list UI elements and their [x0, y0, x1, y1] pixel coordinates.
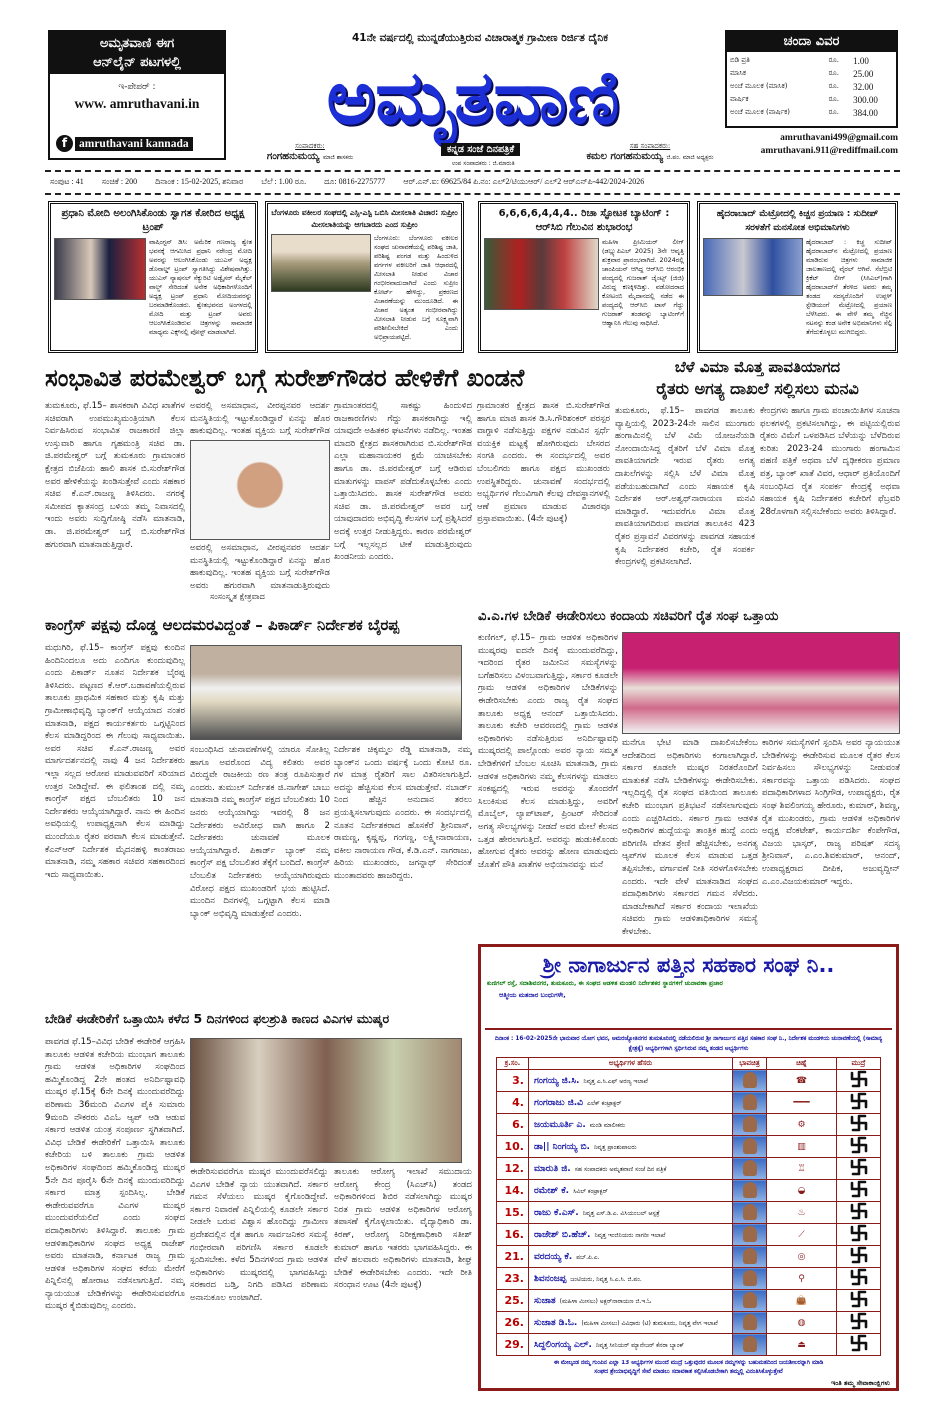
congress-headline: ಕಾಂಗ್ರೆಸ್ ಪಕ್ಷವು ದೊಡ್ಡ ಆಲದಮರವಿದ್ದಂತೆ – ಪಿಕಾರ್ಡ್ ನಿರ್ದೇಶಕ ಬೈರಪ್ಪ [45, 616, 400, 634]
subscription-amount: 25.00 [853, 68, 874, 79]
candidate-name: ಗಂಗಯ್ಯ ಜಿ.ಸಿ. [534, 1075, 580, 1086]
crop-body-col1: ತುಮಕೂರು, ಫೆ.15– ಪಾವಗಡ ತಾಲೂಕು ವ್ಯಾಪ್ತಿಯಲ್ಲಿ 2023-24ನೇ ಸಾಲಿನ ಮುಂಗಾರು ಹಂಗಾಮಿನಲ್ಲಿ ಬೆಳೆ ವಿಮೆ ಯೋಜನೆಯಡಿ ನೋಂದಾಯಿಸಿದ್ದ ರೈತರಿಗೆ ಬೆಳೆ ವಿಮಾ ಮೊತ್ತ ಪಾವತಿಯಾಗದೇ ಇರುವ ರೈತರು ಅಗತ್ಯ ದಾಖಲೆಗಳನ್ನು ಸಲ್ಲಿಸಿ ಬೆಳೆ ವಿಮಾ ಮೊತ್ತ ಪಡೆಯಬಹುದಾಗಿದೆ ಎಂದು ಸಹಾಯಕ ಕೃಷಿ ನಿರ್ದೇಶಕ ಆರ್.ಅಶ್ವಥ್‌ನಾರಾಯಣ ಮನವಿ ಮಾಡಿದ್ದಾರೆ. ಇದುವರೆಗೂ ವಿಮಾ ಮೊತ್ತ ಪಾವತಿಯಾಗದಿರುವ ಪಾವಗಡ ತಾಲೂಕಿನ 423 ರೈತರ ಪ್ರಸ್ತಾವನೆ ವಿವರಗಳನ್ನು ಪಾವಗಡ ಸಹಾಯಕ ಕೃಷಿ ನಿರ್ದೇಶಕರ ಕಚೇರಿ, ರೈತ ಸಂಪರ್ಕ ಕೇಂದ್ರಗಳಲ್ಲಿ ಪ್ರಕಟಿಸಲಾಗಿದೆ. [615, 406, 755, 568]
ad-greeting: ಆತ್ಮೀಯ ಮತದಾರ ಬಂಧುಗಳೇ, [499, 991, 566, 999]
candidate-name-cell [529, 1312, 733, 1334]
vote-stamp-icon [837, 1224, 881, 1246]
candidate-number: 6. [497, 1114, 529, 1136]
candidate-photo [733, 1312, 767, 1334]
brief-photo [271, 234, 371, 292]
vote-stamp-icon [837, 1334, 881, 1356]
candidate-row [497, 1246, 881, 1268]
lead-body-col2: ಅವರಲ್ಲಿ ಅಸಮಾಧಾನ, ವೀರಪ್ಪನವರ ಆದರ್ಶ ಮನಸ್ಥಿತಿಯಲ್ಲಿ ಇಟ್ಟುಕೊಂಡಿದ್ದಾರೆ ಏನನ್ನು ಹೊರ ಹಾಕುವುದಿಲ್ಲ. ಇಂತಹ ವ್ಯಕ್ತಿಯ ಬಗ್ಗೆ ಸುರೇಶ್‌ಗೌಡ [190, 401, 330, 437]
candidate-name-cell [529, 1092, 733, 1114]
masthead-logo: ಅಮೃತವಾಣಿ [326, 55, 620, 141]
candidate-name-cell [529, 1202, 733, 1224]
brief-body: ಮಹಿಳಾ ಪ್ರೀಮಿಯರ್ ಲೀಗ್ (ಡಬ್ಲ್ಯುಪಿಎಲ್ 2025) 3ನೇ ಆವೃತ್ತಿ ಶುಕ್ರವಾರ ಪ್ರಾರಂಭವಾಗಿದೆ. 2024ರಲ್ಲಿ ಚಾಂಪಿಯನ್ ಆಗಿದ್ದ ಆರ್‌ಸಿಬಿ ಆರಂಭಿಕ ಪಂದ್ಯದಲ್ಲಿ ಗುಜರಾತ್ ಜೈಂಟ್ಸ್ (ಜಿಜಿ) ವಿರುದ್ಧ ಕಣಕ್ಕಿಳಿದಿತ್ತು. ವಡೋದರಾದ ಕೋಟಂಬಿ ಮೈದಾನದಲ್ಲಿ ನಡೆದ ಈ ಪಂದ್ಯದಲ್ಲಿ ಆರ್‌ಸಿಬಿ ಟಾಸ್ ಗೆದ್ದು ಗುಜರಾತ್ ತಂಡವನ್ನು ಬ್ಯಾಟಿಂಗ್‌ಗೆ ಆಹ್ವಾನಿಸಿ ಗೆಲುವು ಸಾಧಿಸಿದೆ. [602, 238, 684, 327]
candidate-name: ಜಯಮೂರ್ತಿ ಎ. [534, 1119, 586, 1130]
cooperative-election-ad [478, 944, 899, 1391]
brief-modi-trump [48, 201, 258, 353]
congress-body-col2: ಸಂಬಂಧಿಸಿದ ಚುನಾವಣೆಗಳಲ್ಲಿ ಯಾರೂ ಸೋತಿಲ್ಲ ಹಾಗೂ ಅವರೊಂದ ವಿದ್ಯ ಕಲಿತರು ಅವರ ವಿರುದ್ಧವೇ ರಾಜಕೀಯ ರಣ ತಂತ್ರ ರೂಪಿಸುತ್ತಾರೆ ಎಂದರು. ತುಮುಲ್ ನಿರ್ದೇಶಕ ಜಿ.ನಾಗೇಶ್ ಬಾಬು ಮಾತನಾಡಿ ನಮ್ಮ ಕಾಂಗ್ರೆಸ್ ಪಕ್ಷದ ಬೆಂಬಲಿತರು 10 ಜನರು ಆಯ್ಕೆಯಾಗಿದ್ದು ಇವರಲ್ಲಿ 8 ಜನ ನಿರ್ದೇಶಕರು ಅವಿರೋಧ ವಾಗಿ ಹಾಗೂ 2 ನಿರ್ದೇಶಕರು ಚುನಾವಣೆ ಮೂಲಕ ಆಯ್ಕೆಯಾಗಿದ್ದಾರೆ. ಪಿಕಾರ್ಡ್ ಬ್ಯಾಂಕ್ ನಮ್ಮ ಕಾಂಗ್ರೆಸ್ ಪಕ್ಷ ಬೆಂಬಲಿತರ ತೆಕ್ಕೆಗೆ ಬಂದಿದೆ. ಕಾಂಗ್ರೆಸ್ ಬೆಂಬಲಿತ ನಿರ್ದೇಶಕರು ಆಯ್ಕೆಯಾಗಿರುವುದು ವಿರೋಧ ಪಕ್ಷದ ಮುಖಂಡರಿಗೆ ಭಯ ಹುಟ್ಟಿಸಿದೆ. ಮುಂದಿನ ದಿನಗಳಲ್ಲಿ ಒಗ್ಗಟ್ಟಾಗಿ ಕೆಲಸ ಮಾಡಿ ಬ್ಯಾಂಕ್ ಅಭಿವೃದ್ಧಿ ಮಾಡುತ್ತೇವೆ ಎಂದರು. [190, 745, 330, 919]
strike-body-col2: ಈಡೇರಿಸುವವರೆಗೂ ಮುಷ್ಕರ ಮುಂದುವರೆಸಲಿದ್ದು ವಿಎಗಳ ಬೇಡಿಕೆ ನ್ಯಾಯ ಯುತವಾಗಿದೆ. ಸರ್ಕಾರ ಗಮನ ಸೆಳೆಯಲು ಮುಷ್ಕರ ಕೈಗೊಂಡಿದ್ದೇವೆ. ಸರ್ಕಾರ ನಿವಾರಣೆ ಪಿನ್ನಿಲಿಯಲ್ಲಿ ಕೂಡಲೇ ಸರ್ಕಾರ ನೀಡಲೇ ಬರುವ ವಿಶ್ವಾಸ ಹೊಂದಿದ್ದು ಗ್ರಾಮೀಣ ಪ್ರದೇಶದಲ್ಲಿನ ರೈತ ಹಾಗೂ ಸಾರ್ವಜನಿಕರ ಸಮಸ್ಯೆ ಗಂಭೀರವಾಗಿ ಪರಿಗಣಿಸಿ ಸರ್ಕಾರ ಕೂಡಲೇ ಸ್ಪಂದಿಸಬೇಕು. ಕಳೆದ 5ದಿನಗಳಿಂದ ಗ್ರಾಮ ಆಡಳಿತ ಅಧಿಕಾರಿಗಳು ಮುಷ್ಕರದಲ್ಲಿ ಭಾಗವಹಿಸಿದ್ದು ಸರಕಾರದ ಬಡ್ತಿ, ನಿಗದಿ ಪಡಿಸಿದ ಪರಿಣಾಮ ಅನಾನುಕೂಲ ಉಂಟಾಗಿದೆ. [190, 1167, 328, 1303]
crop-headline [615, 356, 900, 400]
lead-body-col3: ಗ್ರಾಮಾಂತರದಲ್ಲಿ ಸಾಕಷ್ಟು ಹಿಂದುಳಿದ ರಾಜಕಾರಣಿಗಳು ಗೆದ್ದು ಶಾಸಕರಾಗಿದ್ದು ಇಲ್ಲಿ ಯಾವುದೇ ಅಹಿತಕರ ಘಟನೆಗಳು ನಡೆದಿಲ್ಲ. ಇಂತಹ ಮಾದರಿ ಕ್ಷೇತ್ರದ ಶಾಸಕರಾಗಿರುವ ಬಿ.ಸುರೇಶ್‌ಗೌಡ ಎಲ್ಲಾ ಮಹಾನಾಯಕರ ಕ್ಷಮೆ ಯಾಚಿಸಬೇಕು ಹಾಗೂ ಡಾ. ಜಿ.ಪರಮೇಶ್ವರ್ ಬಗ್ಗೆ ಆಡಿರುವ ಮಾತುಗಳನ್ನು ವಾಪಸ್ ಪಡೆದುಕೊಳ್ಳಬೇಕು ಎಂದು ಒತ್ತಾಯಿಸಿದರು. ಶಾಸಕ ಸುರೇಶ್‌ಗೌಡ ಅವರು ಸಚಿವ ಡಾ. ಜಿ.ಪರಮೇಶ್ವರ್ ಅವರ ಬಗ್ಗೆ ಯಾವುದಾದರು ಅಭಿವೃದ್ಧಿ ಕೆಲಸಗಳ ಬಗ್ಗೆ ಪ್ರಶ್ನಿಸಿದರೆ ಅದಕ್ಕೆ ಉತ್ತರ ನೀಡುತ್ತಿದ್ದರು. ಕಾರಣ ಪರಮೇಶ್ವರ್ ಬಗ್ಗೆ ಇಲ್ಲಸಲ್ಲದ ಟೀಕೆ ಮಾಡುತ್ತಿರುವುದು ಖಂಡನೀಯ ಎಂದರು. [334, 401, 472, 563]
candidate-row [497, 1334, 881, 1356]
candidate-row [497, 1158, 881, 1180]
candidate-row [497, 1070, 881, 1092]
candidate-name: ರಮೇಶ್ ಕೆ. [534, 1185, 570, 1196]
crop-body-col2: ಕೇಂದ್ರಗಳು ಹಾಗೂ ಗ್ರಾಮ ಪಂಚಾಯಿತಿಗಳ ಸೂಚನಾ ಫಲಕಗಳಲ್ಲಿ ಪ್ರಕಟಿಸಲಾಗಿದ್ದು, ಈ ಪಟ್ಟಿಯಲ್ಲಿರುವ ರೈತರು ವಿಮೆಗೆ ಒಳಪಡಿಸಿದ ಬೆಳೆಯನ್ನು ಬೆಳೆದಿರುವ ಕುರಿತು 2023-24 ಮುಂಗಾರು ಹಂಗಾಮಿನ ಪಹಣಿ ಪತ್ರಿಕೆ ಅಥವಾ ಬೆಳೆ ದೃಢೀಕರಣ ಪ್ರಮಾಣ ಪತ್ರ, ಬ್ಯಾಂಕ್ ಖಾತೆ ವಿವರ, ಆಧಾರ್ ಪ್ರತಿಯೊಂದಿಗೆ ಸಂಬಂಧಿಸಿದ ರೈತ ಸಂಪರ್ಕ ಕೇಂದ್ರಕ್ಕೆ ಅಥವಾ ಸಹಾಯಕ ಕೃಷಿ ನಿರ್ದೇಶಕರ ಕಚೇರಿಗೆ ಫೆಬ್ರವರಿ 28ರೊಳಗಾಗಿ ಸಲ್ಲಿಸಬೇಕೆಂದು ಅವರು ತಿಳಿಸಿದ್ದಾರೆ. [760, 406, 900, 517]
candidate-table [496, 1057, 881, 1356]
cricket-bat-icon: ⟋ [767, 1224, 837, 1246]
issue-info-bar [50, 177, 900, 187]
online-heading-1: ಅಮೃತವಾಣಿ ಈಗ [99, 36, 175, 51]
va-photo [622, 632, 900, 734]
vote-stamp-icon [837, 1290, 881, 1312]
va-headline: ವಿ.ಎ.ಗಳ ಬೇಡಿಕೆ ಈಡೇರಿಸಲು ಕಂದಾಯ ಸಚಿವರಿಗೆ ರೈತ ಸಂಘ ಒತ್ತಾಯ [478, 609, 779, 624]
va-body-col2: ಮನೆಗೂ ಭೇಟಿ ಮಾಡಿ ದಾಖಲಿಸಬೇಕೆಂಬ ಆದೇಶದಿಂದ ಅಧಿಕಾರಿಗಳು ಕಂಗಾಲಾಗಿದ್ದಾರೆ. ಸರ್ಕಾರ ಕೂಡಲೇ ಮುಷ್ಕರ ನಿರತರೊಂದಿಗೆ ಮಾತುಕತೆ ನಡೆಸಿ ಬೇಡಿಕೆಗಳನ್ನು ಈಡೇರಿಸಬೇಕು. ಇಲ್ಲದಿದ್ದಲ್ಲಿ ರೈತ ಸಂಘದ ವತಿಯಿಂದ ತಾಲೂಕು ಕಚೇರಿ ಮುಂಭಾಗ ಪ್ರತಿಭಟನೆ ನಡೆಸಲಾಗುವುದು ಎಂದು ಎಚ್ಚರಿಸಿದರು. ಸರ್ಕಾರ ಗ್ರಾಮ ಆಡಳಿತ ಅಧಿಕಾರಿಗಳ ಹುದ್ದೆಯನ್ನು ತಾಂತ್ರಿಕ ಹುದ್ದೆ ಎಂದು ಪರಿಗಣಿಸಿ ವೇತನ ಶ್ರೇಣಿ ಹೆಚ್ಚಿಸಬೇಕು, ಅನಗತ್ಯ ಆ್ಯಪ್‌ಗಳ ಮೂಲಕ ಕೆಲಸ ಮಾಡುವ ಒತ್ತಡ ತಪ್ಪಿಸಬೇಕು, ವರ್ಗಾವಣೆ ನೀತಿ ಸರಳಗೊಳಿಸಬೇಕು ಎಂದರು. ಇದೇ ವೇಳೆ ಮಾತನಾಡಿದ ಸಂಘದ ಪದಾಧಿಕಾರಿಗಳು ಸರ್ಕಾರದ ಗಮನ ಸೆಳೆದರು. ಮಾಡಬೇಕಾಗಿದೆ ಸರ್ಕಾರ ಕಂದಾಯ ಇಲಾಖೆಯ ಸಚಿವರು ಗ್ರಾಮ ಆಡಳಿತಾಧಿಕಾರಿಗಳ ಸಮಸ್ಯೆ ಕೇಳಬೇಕು. [622, 738, 758, 937]
candidate-desc: (ಮಹಿಳಾ ಮೀಸಲು) ವಿವಿಧಾರು (ಟಿ) ತುಮಕೂರು, ನಿವೃತ್ತ ವೇಗ ಇಲಾಖೆ [581, 1319, 718, 1327]
vote-stamp-icon [837, 1202, 881, 1224]
candidate-desc: ಮಂಡಿ ಮಾಲೀಕರು [589, 1121, 625, 1129]
subscription-label: ಬಿಡಿ ಪ್ರತಿ [730, 56, 750, 64]
candidate-number: 4. [497, 1092, 529, 1114]
candidate-desc: ನಿವೃತ್ತ ಇಂಜಿನಿಯರು ನಾಗರೀ ಇಲಾಖೆ [594, 1231, 666, 1239]
candidate-name-cell [529, 1268, 733, 1290]
telephone-icon: ☎ [767, 1070, 837, 1092]
vote-stamp-icon [837, 1114, 881, 1136]
co-editor-name: ಕಮಲ ಗಂಗಹನುಮಯ್ಯ [586, 151, 663, 162]
va-body-col1: ಕುಣಿಗಲ್, ಫೆ.15– ಗ್ರಾಮ ಆಡಳಿತ ಅಧಿಕಾರಿಗಳ ಮುಷ್ಕರವು ಐದನೇ ದಿನಕ್ಕೆ ಮುಂದುವರೆದಿದ್ದು, ಇದರಿಂದ ರೈತರ ಜಮೀನಿನ ಸಮಸ್ಯೆಗಳನ್ನು ಬಗೆಹರಿಸಲು ವಿಳಂಬವಾಗುತ್ತಿದ್ದು, ಸರ್ಕಾರ ಕೂಡಲೇ ಗ್ರಾಮ ಆಡಳಿತ ಅಧಿಕಾರಿಗಳ ಬೇಡಿಕೆಗಳನ್ನು ಈಡೇರಿಸಬೇಕು ಎಂದು ರಾಜ್ಯ ರೈತ ಸಂಘದ ತಾಲೂಕು ಅಧ್ಯಕ್ಷ ಆನಂದ್ ಒತ್ತಾಯಿಸಿದರು. ತಾಲೂಕು ಕಚೇರಿ ಆವರಣದಲ್ಲಿ ಗ್ರಾಮ ಆಡಳಿತ ಅಧಿಕಾರಿಗಳು ನಡೆಸುತ್ತಿರುವ ಅನಿರ್ದಿಷ್ಟಾವಧಿ ಮುಷ್ಕರದಲ್ಲಿ ಪಾಲ್ಗೊಂಡು ಅವರ ನ್ಯಾಯ ಸಮ್ಮತ ಬೇಡಿಕೆಗಳಿಗೆ ಬೆಂಬಲ ಸೂಚಿಸಿ ಮಾತನಾಡಿ, ಗ್ರಾಮ ಆಡಳಿತ ಅಧಿಕಾರಿಗಳು ನಮ್ಮ ಕೆಲಸಗಳನ್ನು ಮಾಡಲು ಸಂಕಷ್ಟದಲ್ಲಿ ಇರುವ ಅವರನ್ನು ತೊಂದರೆಗೆ ಸಿಲುಕಿಸುವ ಕೆಲಸ ಮಾಡುತ್ತಿದ್ದು, ಅವರಿಗೆ ಮೊಬೈಲ್, ಲ್ಯಾಪ್‌ಟಾಪ್, ಪ್ರಿಂಟರ್ ಸೇರಿದಂತೆ ಅಗತ್ಯ ಸೌಲಭ್ಯಗಳನ್ನು ನೀಡದೆ ಅವರ ಮೇಲೆ ಕೆಲಸದ ಒತ್ತಡ ಹೇರಲಾಗುತ್ತಿದೆ. ಅವರನ್ನು ಹುಡುಕಿಕೊಂಡು ಹೋಗುವ ರೈತರು ಆವರನ್ನು ಹೋಣ ಮಾಡುವುದು ಜೊತೆಗೆ ಪೌತಿ ಖಾತೆಗಳ ಅಭಿಯಾನವನ್ನು ಮನೆ [478, 633, 618, 870]
candidate-photo [733, 1136, 767, 1158]
candidate-row [497, 1312, 881, 1334]
handbag-icon: 👜 [767, 1290, 837, 1312]
ad-footer-2: ಸಂಘದ ಶ್ರೇಯಾಭಿವೃದ್ಧಿಗೆ ಸೇವೆ ಮಾಡಲು ಸದಾವಕಾಶ ಕಲ್ಪಿಸಿಕೊಡಬೇಕಾಗಿ ತಮ್ಮಲ್ಲಿ ವಿನಂತಿಸಿಕೊಳ್ಳುತ್ತೇವೆ [594, 1369, 783, 1375]
candidate-name: ರಾಜೇಶ್ ಬಿ.ಹೆಚ್. [534, 1229, 591, 1240]
subscription-row [727, 67, 896, 80]
col-header: ಮುದ್ರೆ [837, 1058, 881, 1070]
vote-stamp-icon [837, 1180, 881, 1202]
congress-body-col1: ಮಧುಗಿರಿ, ಫೆ.15– ಕಾಂಗ್ರೆಸ್ ಪಕ್ಷವು ಕುಂದಿನ ಹಿಂದಿನಿಂದಲೂ ಅದು ಎಂದಿಗೂ ಕುಂದುವುದಿಲ್ಲ ಎಂದು ಪಿಕಾರ್ಡ್ ನೂತನ ನಿರ್ದೇಶಕ ಬೈರಪ್ಪ ತಿಳಿಸಿದರು. ಪಟ್ಟಣದ ಕೆ.ಆರ್.ಬಡಾವಣೆಯಲ್ಲಿರುವ ತಾಲೂಕು ಪ್ರಾಥಮಿಕ ಸಹಕಾರ ಮತ್ತು ಕೃಷಿ ಮತ್ತು ಗ್ರಾಮೀಣಾಭಿವೃದ್ಧಿ ಬ್ಯಾಂಕ್‌ಗೆ ಆಯ್ಕೆಯಾದ ನಂತರ ಮಾತನಾಡಿ, ಪಕ್ಷದ ಕಾರ್ಯಕರ್ತರು ಒಗ್ಗಟ್ಟಿನಿಂದ ಕೆಲಸ ಮಾಡಿದ್ದರಿಂದ ಈ ಗೆಲುವು ಸಾಧ್ಯವಾಯಿತು. ಅವರ ಸಚಿವ ಕೆ.ಎನ್.ರಾಜಣ್ಣ ಅವರ ಮಾರ್ಗದರ್ಶನದಲ್ಲಿ ನಾವು 4 ಜನ ನಿರ್ದೇಶಕರು ಇಲ್ಲಾ ಸಲ್ಲದ ಆರೋಪ ಮಾಡುವವರಿಗೆ ಸರಿಯಾದ ಉತ್ತರ ನೀಡಿದ್ದೇವೆ. ಈ ಫಲಿತಾಂಶ ದಲ್ಲಿ ನಮ್ಮ ಕಾಂಗ್ರೆಸ್ ಪಕ್ಷದ ಬೆಂಬಲಿತರು 10 ಜನ ನಿರ್ದೇಶಕರು ಆಯ್ಕೆಯಾಗಿದ್ದಾರೆ. ನಾನು ಈ ಹಿಂದಿನ ಅವಧಿಯಲ್ಲಿ ಉಪಾಧ್ಯಕ್ಷನಾಗಿ ಕೆಲಸ ಮಾಡಿದ್ದು ಮುಂದೆಯೂ ರೈತರ ಪರವಾಗಿ ಕೆಲಸ ಮಾಡುತ್ತೇನೆ. ಕೆಎನ್‌ಆರ್ ನಿರ್ದೇಶಕ ಮೈದನಹಳ್ಳಿ ಕಾಂತರಾಜು ಮಾತನಾಡಿ, ನಮ್ಮ ಸಹಕಾರ ಸಚಿವರ ಸಹಕಾರದಿಂದ ಇದು ಸಾಧ್ಯವಾಯಿತು. [45, 643, 185, 880]
brief-sudeep [697, 201, 898, 353]
candidate-photo [733, 1202, 767, 1224]
candidate-number: 25. [497, 1290, 529, 1312]
candidate-number: 3. [497, 1070, 529, 1092]
candidate-row [497, 1092, 881, 1114]
candidate-photo [733, 1224, 767, 1246]
issue: ಸಂಚಿಕೆ : 200 [101, 177, 138, 186]
divider [45, 170, 900, 172]
vote-stamp-icon [837, 1268, 881, 1290]
candidate-row [497, 1202, 881, 1224]
candidate-desc: ಪಬ್.ಪಿ.ಎ. [576, 1253, 600, 1261]
lead-body-col2b: ಅವರಲ್ಲಿ ಅಸಮಾಧಾನ, ವೀರಪ್ಪನವರ ಆದರ್ಶ ಮನಸ್ಥಿತಿಯಲ್ಲಿ ಇಟ್ಟುಕೊಂಡಿದ್ದಾರೆ ಏನನ್ನು ಹೊರ ಹಾಕುವುದಿಲ್ಲ. ಇಂತಹ ವ್ಯಕ್ತಿಯ ಬಗ್ಗೆ ಸುರೇಶ್‌ಗೌಡ ಅವರು ಹಗುರವಾಗಿ ಮಾತನಾಡುತ್ತಿರುವುದು [190, 543, 330, 591]
candidate-row [497, 1114, 881, 1136]
col-header: ಕ್ರ.ಸಂ. [497, 1058, 529, 1070]
strike-photo [190, 1038, 462, 1163]
candidate-desc: ಸಿವಿಲ್ ಕಂಟ್ರಾಕ್ಟರ್ [573, 1187, 608, 1195]
candidate-number: 29. [497, 1334, 529, 1356]
pressure-cooker-icon: ♨ [767, 1202, 837, 1224]
candidate-desc: ನಿವೃತ್ತ ಪ್ರಾಂಶುಪಾಲರು [593, 1143, 637, 1151]
candidate-photo [733, 1290, 767, 1312]
candidate-desc: (ಮಹಿಳಾ ಮೀಸಲು) ಅಕ್ಷರ್‌ನಾರಾಯಣ ಜಿ.ಇ.ಓ [559, 1297, 652, 1305]
candidate-name: ವರದಯ್ಯ ಕೆ. [534, 1251, 573, 1262]
ad-notice: ದಿನಾಂಕ : 16-02-2025ನೇ ಭಾನುವಾರ ಯೋಗ ಭವನ, ಅಮರಜ್ಯೋತಿನಗರ ತುಮಕೂರಿನಲ್ಲಿ ನಡೆಯಲಿರುವ ಶ್ರೀ ನಾಗಾರ್ಜುನ ಪತ್ತಿನ ಸಹಕಾರ ಸಂಘ ನಿ., ನಿರ್ದೇಶಕ ಮಂಡಳಿಯ ಚುನಾವಣೆಯಲ್ಲಿ (ಸಾಮಾನ್ಯ ಕ್ಷೇತ್ರಕ್ಕೆ) ಅಭ್ಯರ್ಥಿಗಳಾಗಿ ಸ್ಪರ್ಧಿಸಿರುವ ನಮ್ಮ ತಂಡದ ಅಭ್ಯರ್ಥಿಗಳು [494, 1036, 883, 1052]
candidate-name-cell [529, 1136, 733, 1158]
vote-stamp-icon [837, 1070, 881, 1092]
candidate-name-cell [529, 1224, 733, 1246]
strike-body-col1: ಪಾವಗಡ ಫೆ.15–ವಿವಿಧ ಬೇಡಿಕೆ ಈಡೇರಿಕೆ ಆಗ್ರಹಿಸಿ ತಾಲೂಕು ಆಡಳಿತ ಕಚೇರಿಯ ಮುಂಭಾಗ ತಾಲೂಕು ಗ್ರಾಮ ಆಡಳಿತ ಅಧಿಕಾರಿಗಳ ಸಂಘದಿಂದ ಹಮ್ಮಿಕೊಂಡಿದ್ದ 2ನೇ ಹಂತದ ಅನಿರ್ದಿಷ್ಟಾವಧಿ ಮುಷ್ಕರ ಫೆ.15ಕ್ಕೆ 6ನೇ ದಿನಕ್ಕೆ ಮುಂದುವರೆದಿದ್ದು ಪರಿಣಾಮ 36ಮಂದಿ ವಿಎಗಳ ಪೈಕಿ ಸುಮಾರು 9ಮಂದಿ ನೌಕರರು ವಿಎಓ ಆ್ಯಪ್ ಆಡಿ ಆಡುವ ಸರ್ಕಾರ ಆಡಳಿತ ಯಂತ್ರ ಸಂಪೂರ್ಣ ಸ್ಥಗಿತವಾಗಿದೆ. ವಿವಿಧ ಬೇಡಿಕೆ ಈಡೇರಿಕೆಗೆ ಒತ್ತಾಯಿಸಿ ತಾಲೂಕು ಕಚೇರಿಯ ಬಳಿ ತಾಲೂಕು ಗ್ರಾಮ ಆಡಳಿತ ಅಧಿಕಾರಿಗಳ ಸಂಘದಿಂದ ಹಮ್ಮಿಕೊಂಡಿದ್ದ ಮುಷ್ಕರ 5ನೇ ದಿನ ಪೂರೈಸಿ 6ನೇ ದಿನಕ್ಕೆ ಮುಂದುವರಿದಿದ್ದು ಸರ್ಕಾರ ಮಾತ್ರ ಸ್ಪಂದಿಸಿಲ್ಲ. ಬೇಡಿಕೆ ಈಡೇರುವವರೆಗೂ ವಿಎಗಳ ಮುಷ್ಕರ ಮುಂದುವರೆಯಲಿದೆ ಎಂದು ಸಂಘದ ಪದಾಧಿಕಾರಿಗಳು ತಿಳಿಸಿದ್ದಾರೆ. ತಾಲೂಕು ಗ್ರಾಮ ಆಡಳಿತಾಧಿಕಾರಿಗಳ ಸಂಘದ ಅಧ್ಯಕ್ಷ ರಾಜೇಶ್ ಅವರು ಮಾತನಾಡಿ, ಕರ್ನಾಟಕ ರಾಜ್ಯ ಗ್ರಾಮ ಆಡಳಿತ ಅಧಿಕಾರಿಗಳ ಸಂಘದ ಕರೆಯ ಮೇರೆಗೆ ಪಿನ್ನಿಲಿನಲ್ಲಿ ಹೋರಾಟ ನಡೆಸಲಾಗುತ್ತಿದೆ. ನಮ್ಮ ನ್ಯಾಯಯುತ ಬೇಡಿಕೆಗಳನ್ನು ಈಡೇರಿಸುವವರೆಗೂ ಮುಷ್ಕರ ಕೈಬಿಡುವುದಿಲ್ಲ ಎಂದರು. [45, 1037, 185, 1312]
online-promo-box [48, 30, 226, 160]
va-body-col3: ಕಾರಿಗಳ ಸಮಸ್ಯೆಗಳಿಗೆ ಸ್ಪಂದಿಸಿ ಅವರ ನ್ಯಾಯಯುತ ಬೇಡಿಕೆಗಳನ್ನು ಈಡೇರಿಸುವ ಮೂಲಕ ರೈತರ ಕೆಲಸ ನಿರ್ವಹಿಸಲು ಸೌಲಭ್ಯಗಳನ್ನು ನೀಡುವಂತೆ ಸರ್ಕಾರವನ್ನು ಒತ್ತಾಯ ಪಡಿಸಿದರು. ಸಂಘದ ಪದಾಧಿಕಾರಿಗಳಾದ ಸಿಂಗ್ರಿಗೌಡ, ಉಪಾಧ್ಯಕ್ಷರು, ರೈತ ಸಂಘ ಶಿವಲಿಂಗಯ್ಯ ಹೇರೂರು, ಕುಮಾರ್, ಶಿವಣ್ಣ, ರೈತ ಮುಖಂಡರು, ಗ್ರಾಮ ಆಡಳಿತ ಅಧಿಕಾರಿಗಳ ಅಧ್ಯಕ್ಷ ವೆಂಕಟೇಶ್, ಕಾರ್ಯದರ್ಶಿ ಕೆಂಪೇಗೌಡ, ವಿಜಯ ಭಾಸ್ಕರ್, ರಾಜ್ಯ ಪರಿಷತ್ ಸದಸ್ಯ ಶ್ರೀನಿವಾಸ್, ಎ.ಎಂ.ಶಿವಕುಮಾರ್, ಆನಂದ್, ಉಪಾಧ್ಯಕ್ಷರಾದ ದೀಪಿಕ, ಅಜುವ್ಯದ್ದೀನ್ ಎ.ಎಂ.ವಿಜಯಕುಮಾರ್ ಇದ್ದರು. [762, 738, 900, 887]
almirah-icon: ▥ [767, 1136, 837, 1158]
subscription-row [727, 80, 896, 93]
brief-body: ವಾಷಿಂಗ್ಟನ್ ಡಿಸಿ: ಅಮೆರಿಕ ಗಣರಾಜ್ಯ ಶ್ವೇತ ಭವನಕ್ಕೆ ಆಗಮಿಸಿದ ಪ್ರಧಾನಿ ನರೇಂದ್ರ ಮೋದಿ ಅವರನ್ನು ಆಲಂಗಿಸಿಕೊಂಡು ಯುಎಸ್ ಅಧ್ಯಕ್ಷ ಡೊನಾಲ್ಡ್ ಟ್ರಂಪ್ ಸ್ವಾಗತಿಸಿದ್ದು ವಿಶೇಷವಾಗಿತ್ತು. ಯುಎಸ್ ನ್ಯಾಷನಲ್ ಸೆಕ್ಯುರಿಟಿ ಅಡ್ವೈಸರ್ ಮೈಕೆಲ್ ವಾಲ್ಜ್ ಸೇರಿದಂತೆ ಅನೇಕ ಅಧಿಕಾರಿಗಳೊಂದಿಗೆ ಅಧ್ಯಕ್ಷ ಟ್ರಂಪ್ ಪ್ರಧಾನಿ ಮೋದಿಯವರನ್ನು ಬರಮಾಡಿಕೊಂಡರು. ಶ್ವೇತಭವನದ ಅಂಗಳದಲ್ಲಿ ಮೋದಿ ಮತ್ತು ಟ್ರಂಪ್ ಅವರು ಆಲಂಗಿಸಿಕೊಂಡಿರುವ ಚಿತ್ರಗಳನ್ನು ಸಾಮಾಜಿಕ ಮಾಧ್ಯಮ ಎಕ್ಸ್‌ನಲ್ಲಿ ಪೋಸ್ಟ್ ಮಾಡಲಾಗಿದೆ. [149, 238, 252, 336]
candidate-number: 23. [497, 1268, 529, 1290]
ad-footer-1: ಈ ಮೇಲ್ಕಂಡ ನಮ್ಮ ಗುಂಪಿನ ಎಲ್ಲಾ 13 ಅಭ್ಯರ್ಥಿಗಳ ಮುಂದೆ ಮುದ್ರೆ ಒತ್ತುವುದರ ಮೂಲಕ ನಮ್ಮಗಳನ್ನು ಬಹುಮತದಿಂದ ಜಯಶೀಲರನ್ನಾಗಿ ಮಾಡಿ [553, 1360, 824, 1366]
candidate-name-cell [529, 1180, 733, 1202]
subscription-cur: ರೂ. [828, 56, 839, 64]
subscription-amount: 300.00 [853, 94, 878, 105]
candidate-desc: ನಿವೃತ್ತ ಸೀನಿಯರ್ ಮ್ಯಾನೇಜರ್ ಕೆನರಾ ಬ್ಯಾಂಕ್ [595, 1341, 684, 1349]
candidate-row [497, 1268, 881, 1290]
editor-label: ಸಂಪಾದಕರು: [295, 142, 325, 150]
co-editor-block [560, 142, 740, 162]
ad-signoff: ಇಂತಿ ತಮ್ಮ ಸೇವಾಕಾಂಕ್ಷಿಗಳು [831, 1379, 890, 1387]
crop-headline-1: ಬೆಳೆ ವಿಮಾ ಮೊತ್ತ ಪಾವತಿಯಾಗದ [674, 358, 841, 376]
water-tap-icon: ⚲ [767, 1268, 837, 1290]
divider [45, 193, 900, 195]
brief-supreme-court [265, 201, 464, 353]
brief-photo [703, 238, 803, 296]
phone: ದೂ: 0816-2275777 [324, 177, 386, 186]
candidate-photo [733, 1334, 767, 1356]
subscription-box [725, 30, 898, 128]
candidate-number: 26. [497, 1312, 529, 1334]
candidate-desc: ನಿವೃತ್ತ ಎಸ್.ಡಿ.ಎ. ವಿಸಿಯಂಬಲ್ ಆಸ್ಪತ್ರೆ [582, 1209, 660, 1217]
brief-photo [484, 238, 599, 310]
strike-body-col3: ತಾಲೂಕು ಆರೋಗ್ಯ ಇಲಾಖೆ ಸಮುದಾಯ ಆರೋಗ್ಯ ಕೇಂದ್ರ (ಸಿಎಚ್‌ಸಿ) ತಂಡದ ಅಧಿಕಾರಿಗಳಿಂದ ಶಿಬಿರ ನಡೆಸಲಾಗಿದ್ದು ಮುಷ್ಕರ ನಿರತ ಗ್ರಾಮ ಆಡಳಿತ ಅಧಿಕಾರಿಗಳ ಆರೋಗ್ಯ ತಪಾಸಣೆ ಕೈಗೊಳ್ಳಲಾಯಿತು. ವೈದ್ಯಾಧಿಕಾರಿ ಡಾ. ಕಿರಣ್, ಆರೋಗ್ಯ ನಿರೀಕ್ಷಣಾಧಿಕಾರಿ ಸತೀಶ್ ಕುಮಾರ್ ಹಾಗೂ ಇತರರು ಭಾಗವಹಿಸಿದ್ದರು. ಈ ವೇಳೆ ಹಲವಾರು ಅಧಿಕಾರಿಗಳು ಮಾತನಾಡಿ, ಶೀಘ್ರ ಬೇಡಿಕೆ ಈಡೇರಿಸಬೇಕು ಎಂದರು. ಇದೇ ರೀತಿ ಸರಂಧಾನ ಊಟ (4ನೇ ಪುಟಕ್ಕೆ) [334, 1167, 472, 1291]
plate-icon: ◎ [767, 1246, 837, 1268]
editor-note: ಮಾಜಿ ಶಾಸಕರು [322, 154, 354, 161]
brief-title: 6,6,6,6,4,4,4.. ರಿಚಾ ಸ್ಫೋಟಕ ಬ್ಯಾಟಿಂಗ್ : ಆರ್‌ಸಿಬಿ ಗೆಲುವಿನ ಶುಭಾರಂಭ [498, 208, 670, 233]
subscription-amount: 384.00 [853, 107, 878, 118]
congress-body-col3: ನಿರ್ದೇಶಕ ಚಿಕ್ಕಮ್ಮಲ ರೆಡ್ಡಿ ಮಾತನಾಡಿ, ನಮ್ಮ ಬ್ಯಾಂಕ್‌ನ ಒಂದು ವರ್ಷಕ್ಕೆ ಒಂದು ಕೋಟಿ ರೂ. ಗಳ ಮಾತ್ರ ರೈತರಿಗೆ ಸಾಲ ವಿತರಿಸಲಾಗುತ್ತಿದೆ. ಅದನ್ನು ಹೆಚ್ಚಿಸುವ ಕೆಲಸ ಮಾಡುತ್ತೇವೆ. ನಬಾರ್ಡ್ ನಿಂದ ಹೆಚ್ಚಿನ ಅನುದಾನ ತರಲು ಪ್ರಯತ್ನಿಸಲಾಗುವುದು ಎಂದರು. ಈ ಸಂದರ್ಭದಲ್ಲಿ ನೂತನ ನಿರ್ದೇಶಕರಾದ ಹೊಸಕೆರೆ ಶ್ರೀನಿವಾಸ್, ರಾಮಣ್ಣ, ಕೃಷ್ಣಪ್ಪ, ಗಂಗಣ್ಣ, ಲಕ್ಷ್ಮೀನಾರಾಯಣ, ವಕೀಲ ನಾರಾಯಣ ಗೌಡ, ಕೆ.ಡಿ.ಎನ್. ನಾಗರಾಜು, ಹಿರಿಯ ಮುಖಂಡರು, ಜಗನ್ನಾಥ್ ಸೇರಿದಂತೆ ಮುಂತಾದವರು ಹಾಜರಿದ್ದರು. [334, 745, 472, 881]
registration: ಆರ್.ಎನ್.ಐ: 69625/84 ಪಿ.ನಂ: ಎಲ್2/ಟಿಯುಆರ್/ ಎಲ್2 ಆರ್‌ಎನ್‌ಪಿ-442/2024-2026 [403, 177, 645, 186]
candidate-desc: ನಿವೃತ್ತ ಎ.ಸಿ.ಎಫ್ ಅರಣ್ಯ ಇಲಾಖೆ [583, 1077, 648, 1085]
brief-title: ಹೈದರಾಬಾದ್ ಮೆಟ್ರೋದಲ್ಲಿ ಕಿಚ್ಚನ ಪ್ರಯಾಣ : ಸುದೀಪ್ ಸರಳತೆಗೆ ಮನಸೋತ ಅಭಿಮಾನಿಗಳು [716, 209, 879, 233]
subscription-row [727, 93, 896, 106]
vote-stamp-icon [837, 1246, 881, 1268]
candidate-row [497, 1136, 881, 1158]
subscription-label: ಅಂಚೆ ಮೂಲಕ (ಮಾಸಿಕ) [730, 82, 788, 90]
vote-stamp-icon [837, 1312, 881, 1334]
candidate-desc: ಸಹ ಸಂಪಾದಕರು ಅಮೃತವಾಣಿ ಸಂಜೆ ದಿನ ಪತ್ರಿಕೆ [574, 1165, 667, 1173]
candidate-name: ಸಿದ್ದಲಿಂಗಯ್ಯ ಎಲ್. [534, 1339, 592, 1350]
editor-name: ಗಂಗಹನುಮಯ್ಯ [266, 151, 320, 162]
candidate-number: 12. [497, 1158, 529, 1180]
satellite-dish-icon: ◒ [767, 1180, 837, 1202]
candidate-desc: ಎಲೆಕ್ ಕಂಟ್ರಾಕ್ಟರ್ [586, 1099, 622, 1107]
lantern-icon: ♖ [767, 1158, 837, 1180]
brief-rcb [478, 201, 690, 353]
flute-icon: ━━━ [767, 1092, 837, 1114]
sewing-machine-icon: ⚙ [767, 1114, 837, 1136]
candidate-row [497, 1290, 881, 1312]
tagline: 41ನೇ ವರ್ಷದಲ್ಲಿ ಮುನ್ನಡೆಯುತ್ತಿರುವ ವಿಚಾರಾತ್ಮಕ ಗ್ರಾಮೀಣ ರಿರ್ಜಿತ ದೈನಿಕ [351, 32, 608, 44]
candidate-photo [733, 1246, 767, 1268]
candidate-photo [733, 1180, 767, 1202]
subscription-row [727, 106, 896, 119]
candidate-desc: ಜಂಟಿಯರು, ನಿವೃತ್ತ ಸಿ.ಎ.ಸಿ. ಜಿ.ಪಂ. [570, 1275, 642, 1283]
candidate-name-cell [529, 1070, 733, 1092]
candidate-name-cell [529, 1290, 733, 1312]
subscription-cur: ರೂ. [828, 95, 839, 103]
lead-body-col1: ತುಮಕೂರು, ಫೆ.15– ಶಾಸಕರಾಗಿ ವಿವಿಧ ಖಾತೆಗಳ ಸಚಿವರಾಗಿ ಉಪಮುಖ್ಯಮಂತ್ರಿಯಾಗಿ ಕೆಲಸ ನಿರ್ವಹಿಸಿರುವ ಸಂಭಾವಿತ ರಾಜಕಾರಣಿ ಜಿಲ್ಲಾ ಉಸ್ತುವಾರಿ ಹಾಗೂ ಗೃಹಮಂತ್ರಿ ಸಚಿವ ಡಾ. ಜಿ.ಪರಮೇಶ್ವರ್ ಬಗ್ಗೆ ತುಮಕೂರು ಗ್ರಾಮಾಂತರ ಕ್ಷೇತ್ರದ ಬಿಜೆಪಿಯ ಹಾಲಿ ಶಾಸಕ ಬಿ.ಸುರೇಶ್‌ಗೌಡ ಅವರ ಹೇಳಿಕೆಯನ್ನು ಖಂಡಿಸುತ್ತೇವೆ ಎಂದು ಸಹಕಾರ ಸಚಿವ ಕೆ.ಎನ್.ರಾಜಣ್ಣ ತಿಳಿಸಿದರು. ನಗರಕ್ಕೆ ಸಮೀಪದ ಕ್ಯಾತಸಂದ್ರ ಬಳಿಯ ತಮ್ಮ ನಿವಾಸದಲ್ಲಿ ಇಂದು ಅವರು ಸುದ್ದಿಗೋಷ್ಠಿ ನಡೆಸಿ ಮಾತನಾಡಿ, ಡಾ. ಜಿ.ಪರಮೇಶ್ವರ್ ಬಗ್ಗೆ ಬಿ.ಸುರೇಶ್‌ಗೌಡ ಹಗುರವಾಗಿ ಮಾತನಾಡುತ್ತಿದ್ದಾರೆ. [45, 401, 185, 550]
candidate-name: ಡಾ|| ನಿಂಗಯ್ಯ ಬಿ. [534, 1141, 590, 1152]
candidate-name-cell [529, 1246, 733, 1268]
candidate-number: 15. [497, 1202, 529, 1224]
subscription-label: ವಾರ್ಷಿಕ [730, 95, 749, 103]
candidate-name-cell [529, 1158, 733, 1180]
website-link[interactable]: www. amruthavani.in [74, 96, 200, 111]
strike-headline: ಬೇಡಿಕೆ ಈಡೇರಿಕೆಗೆ ಒತ್ತಾಯಿಸಿ ಕಳೆದ 5 ದಿನಗಳಿಂದ ಫಲಶ್ರುತಿ ಕಾಣದ ವಿಎಗಳ ಮುಷ್ಕರ [45, 1011, 390, 1026]
subscription-cur: ರೂ. [828, 82, 839, 90]
lead-photo [190, 440, 330, 540]
brief-title: ಬೆಂಗಳೂರು ವಕೀಲರ ಸಂಘದಲ್ಲಿ ಎಸ್ಸಿ-ಎಸ್ಟಿ ಒಬಿಸಿ ಮೀಸಲಾತಿ ವಿಚಾರ: ಸುಪ್ರೀಂ ಮೀಸಲಾತಿಯನ್ನು ಆಗಬಾರದು ಎಂದ ಸುಪ್ರೀಂ [271, 208, 458, 229]
brief-photo [54, 238, 146, 300]
co-editor-note: ಜಿ.ಪಂ. ಮಾಜಿ ಅಧ್ಯಕ್ಷರು [666, 154, 714, 161]
brief-body: ಬೆಂಗಳೂರು: ಬೆಂಗಳೂರು ವಕೀಲರ ಸಂಘದ ಚುನಾವಣೆಯಲ್ಲಿ ಪರಿಶಿಷ್ಟ ಜಾತಿ, ಪರಿಶಿಷ್ಟ ಪಂಗಡ ಮತ್ತು ಹಿಂದುಳಿದ ವರ್ಗಗಳ ವಕೀಲರಿಗೆ ಜಾತಿ ಆಧಾರದಲ್ಲಿ ಮೀಸಲಾತಿ ನೀಡುವ ವಿಚಾರ ಗಂಭೀರವಾದುದಾಗಿದೆ ಎಂದು ಸುಪ್ರೀಂ ಕೋರ್ಟ್ ಹೇಳಿದ್ದು, ಪ್ರಕರಣದ ವಿಚಾರಣೆಯನ್ನು ಮುಂದೂಡಿದೆ. ಈ ವಿಚಾರ ಅತ್ಯಂತ ಗಂಭೀರವಾಗಿದ್ದು ಮೀಸಲಾತಿ ನೀಡುವ ಬಗ್ಗೆ ಸೂಕ್ಷ್ಮವಾಗಿ ಪರಿಶೀಲಿಸಬೇಕಿದೆ ಎಂದು ಅಭಿಪ್ರಾಯಪಟ್ಟಿದೆ. [374, 234, 458, 341]
col-header: ಭಾವಚಿತ್ರ [733, 1058, 767, 1070]
candidate-number: 21. [497, 1246, 529, 1268]
candidate-photo [733, 1070, 767, 1092]
candidate-name: ಶಿವನಂಜಪ್ಪ [534, 1273, 567, 1284]
candidate-name: ಗಂಗರಾಜು ಜಿ.ವಿ [534, 1097, 583, 1108]
candidate-number: 14. [497, 1180, 529, 1202]
basket-icon: ◍ [767, 1312, 837, 1334]
subscription-cur: ರೂ. [828, 69, 839, 77]
iron-box-icon: ⏏ [767, 1334, 837, 1356]
col-header: ಚಿಹ್ನೆ [767, 1058, 837, 1070]
editor-block [250, 142, 370, 162]
brief-body: ಹೈದರಾಬಾದ್ : ಕಿಚ್ಚ ಸುದೀಪ್ ಹೈದರಾಬಾದ್‌ನ ಮೆಟ್ರೋದಲ್ಲಿ ಪ್ರಯಾಣ ಮಾಡಿರುವ ಚಿತ್ರಗಳು ಸಾಮಾಜಿಕ ಜಾಲತಾಣದಲ್ಲಿ ವೈರಲ್ ಆಗಿವೆ. ಸೆಲೆಬ್ರಿಟಿ ಕ್ರಿಕೆಟ್ ಲೀಗ್ (ಸಿಸಿಎಲ್)ಗಾಗಿ ಹೈದರಾಬಾದ್‌ಗೆ ತೆರಳಿದ ಅವರು ತಮ್ಮ ತಂಡದ ಸದಸ್ಯರೊಂದಿಗೆ ಉಪ್ಪಳ್ ಸ್ಟೇಡಿಯಂಗೆ ಮೆಟ್ರೋದಲ್ಲಿ ಪ್ರಯಾಣ ಬೆಳೆಸಿದರು. ಈ ವೇಳೆ ತಮ್ಮ ನೆಚ್ಚಿನ ನಟನನ್ನು ಕಂಡ ಅನೇಕ ಅಭಿಮಾನಿಗಳು ಸೆಲ್ಫಿ ತೆಗೆದುಕೊಳ್ಳಲು ಮುಗಿಬಿದ್ದರು. [806, 238, 892, 336]
subscription-label: ಮಾಸಿಕ [730, 69, 746, 77]
vote-stamp-icon [837, 1158, 881, 1180]
price: ಬೆಲೆ : 1.00 ರೂ. [261, 177, 307, 186]
vote-stamp-icon [837, 1092, 881, 1114]
assoc-editor: ಉಪ ಸಂಪಾದಕರು : ಜಿ.ಮಾರುತಿ [452, 160, 515, 167]
candidate-photo [733, 1268, 767, 1290]
email-2[interactable]: amruthavani.911@rediffmail.com [760, 146, 898, 156]
candidate-photo [733, 1114, 767, 1136]
subscription-label: ಅಂಚೆ ಮೂಲಕ (ವಾರ್ಷಿಕ) [730, 108, 790, 116]
candidate-number: 16. [497, 1224, 529, 1246]
facebook-icon: f [56, 135, 73, 152]
online-heading-2: ಆನ್‌ಲೈನ್ ಪಟಗಳಲ್ಲಿ [93, 55, 181, 70]
candidate-name-cell [529, 1114, 733, 1136]
candidate-name: ಸುಜಾತ [534, 1295, 556, 1306]
candidate-name: ಮಾರುತಿ ಜಿ. [534, 1163, 571, 1174]
candidate-name: ರಾಜು ಕೆ.ಎಸ್. [534, 1207, 579, 1218]
candidate-row [497, 1180, 881, 1202]
facebook-link[interactable] [56, 135, 193, 152]
subscription-amount: 1.00 [853, 55, 869, 66]
col-header: ಅಭ್ಯರ್ಥಿಗಳ ಹೆಸರು [529, 1058, 733, 1070]
vote-stamp-icon [837, 1136, 881, 1158]
date: ದಿನಾಂಕ : 15-02-2025, ಶನಿವಾರ [155, 177, 244, 186]
subscription-table [727, 54, 896, 119]
lead-caption: ಸಂಸಂಸ್ಕೃತ ಕ್ಷೇತ್ರವಾದ [210, 592, 265, 601]
candidate-name-cell [529, 1334, 733, 1356]
facebook-handle: amruthavani kannada [75, 137, 193, 151]
email-1[interactable]: amruthavani499@gmail.com [780, 133, 898, 143]
candidate-number: 10. [497, 1136, 529, 1158]
candidate-name: ಸುಜಾತ ಡಿ.ಓ. [534, 1317, 578, 1328]
lead-headline: ಸಂಭಾವಿತ ಪರಮೇಶ್ವರ್ ಬಗ್ಗೆ ಸುರೇಶ್‌ಗೌಡರ ಹೇಳಿಕೆಗೆ ಖಂಡನೆ [45, 364, 525, 392]
subscription-row [727, 54, 896, 67]
candidate-photo [733, 1158, 767, 1180]
lead-body-col4: ಗ್ರಾಮಾಂತರ ಕ್ಷೇತ್ರದ ಶಾಸಕ ಬಿ.ಸುರೇಶ್‌ಗೌಡ ಹಾಗೂ ಮಾಜಿ ಶಾಸಕ ಡಿ.ಸಿ.ಗೌರಿಶಂಕರ್ ಪರಸ್ಪರ ವಾಗ್ದಾಳಿ ನಡೆಸುತ್ತಿದ್ದು ಪಕ್ಷಗಳ ನಡುವಿನ ಸ್ಪರ್ಧೆ ವಯಕ್ತಿಕ ಮಟ್ಟಕ್ಕೆ ಹೋಗಿರುವುದು ಬೇಸರದ ಸಂಗತಿ ಎಂದರು. ಈ ಸಂದರ್ಭದಲ್ಲಿ ಅವರ ಬೆಂಬಲಿಗರು ಹಾಗೂ ಪಕ್ಷದ ಮುಖಂಡರು ಉಪಸ್ಥಿತರಿದ್ದರು. ಚುನಾವಣೆ ಸಂದರ್ಭದಲ್ಲಿ ಅಭ್ಯರ್ಥಿಗಳ ಗೆಲುವಿಗಾಗಿ ಕೆಲವು ದೇವಸ್ಥಾನಗಳಲ್ಲಿ ಆಣೆ ಪ್ರಮಾಣ ಮಾಡುವ ವಿಚಾರವೂ ಪ್ರಸ್ತಾಪವಾಯಿತು. (4ನೇ ಪುಟಕ್ಕೆ) [477, 401, 610, 525]
subscription-cur: ರೂ. [828, 108, 839, 116]
co-editor-label: ಸಹ ಸಂಪಾದಕರು: [629, 142, 671, 150]
congress-photo [190, 645, 462, 740]
brief-title: ಪ್ರಧಾನಿ ಮೋದಿ ಅಲಂಗಿಸಿಕೊಂಡು ಸ್ವಾಗತ ಕೋರಿದ ಅಧ್ಯಕ್ಷ ಟ್ರಂಪ್ [61, 208, 245, 233]
ad-title: ಶ್ರೀ ನಾಗಾರ್ಜುನ ಪತ್ತಿನ ಸಹಕಾರ ಸಂಘ ನಿ.. [542, 953, 835, 977]
epaper-label: ಇ-ಪೇಪರ್ : [118, 82, 156, 92]
subscription-heading: ಚಂದಾ ವಿವರ [727, 32, 896, 52]
masthead-subtitle: ಕನ್ನಡ ಸಂಜೆ ದಿನಪತ್ರಿಕೆ [441, 143, 520, 156]
volume: ಸಂಪುಟ : 41 [50, 177, 84, 186]
ad-subtitle: ಕುಣಿಗಲ್ ರಸ್ತೆ, ಸದಾಶಿವನಗರ, ತುಮಕೂರು, ಈ ಸಂಘದ ಆಡಳಿತ ಮಂಡಲಿ ನಿರ್ದೇಶಕರ ಸ್ಥಾನಗಳಿಗೆ ಚುನಾವಣಾ ಪ್ರಚಾರ [487, 980, 723, 987]
candidate-row [497, 1224, 881, 1246]
candidate-photo [733, 1092, 767, 1114]
crop-headline-2: ರೈತರು ಅಗತ್ಯ ದಾಖಲೆ ಸಲ್ಲಿಸಲು ಮನವಿ [656, 379, 859, 398]
subscription-amount: 32.00 [853, 81, 874, 92]
